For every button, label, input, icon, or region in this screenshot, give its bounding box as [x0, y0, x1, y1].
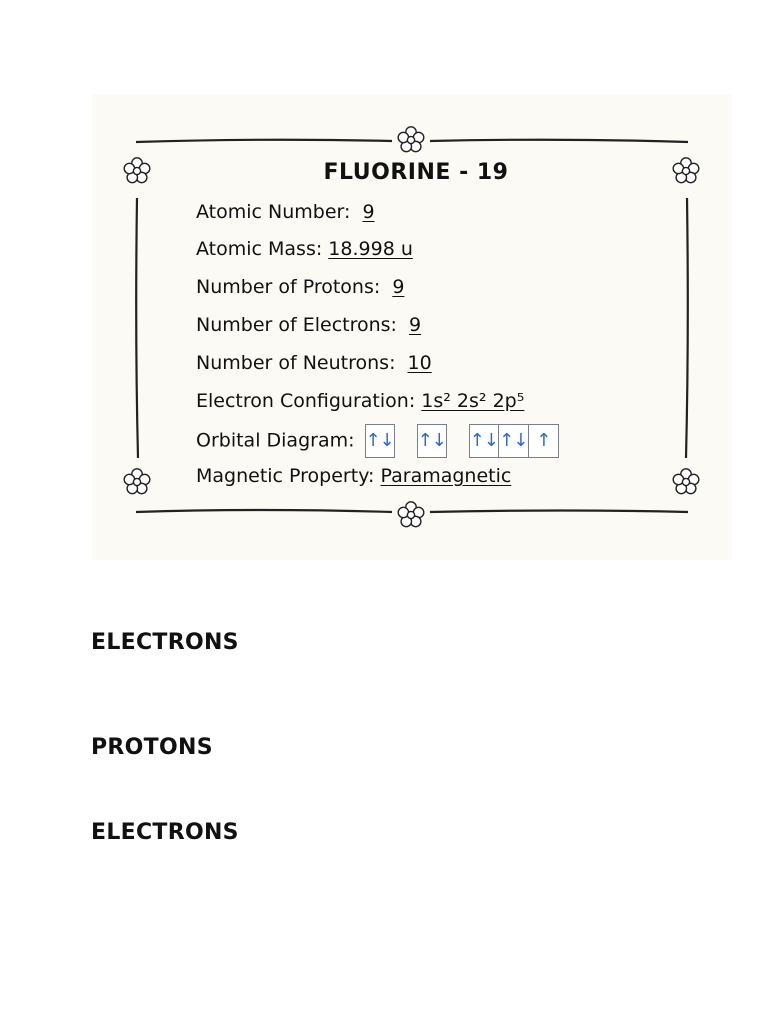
flower-icon	[398, 502, 424, 527]
orbital-box: ↑↓	[417, 424, 447, 458]
orbital-1s	[365, 424, 395, 458]
electrons-value: 9	[409, 314, 422, 336]
configuration-value: 1s² 2s² 2p⁵	[421, 390, 525, 412]
configuration-row	[196, 389, 524, 413]
card-title: FLUORINE - 19	[323, 160, 509, 185]
magnetic-label: Magnetic Property:	[196, 465, 375, 487]
orbital-box: ↑↓	[499, 424, 529, 458]
neutrons-row	[196, 351, 438, 375]
protons-value: 9	[392, 276, 405, 298]
atomic-number-label: Atomic Number:	[196, 201, 351, 223]
electrons-row	[196, 313, 427, 337]
magnetic-row	[196, 464, 511, 488]
atomic-number-value: 9	[362, 201, 375, 223]
heading-electrons: ELECTRONS	[91, 630, 239, 655]
orbital-box: ↑	[529, 424, 559, 458]
flower-icon	[124, 469, 150, 494]
orbital-2s	[417, 424, 447, 458]
magnetic-value: Paramagnetic	[380, 465, 512, 487]
protons-label: Number of Protons:	[196, 276, 381, 298]
protons-row	[196, 275, 410, 299]
atomic-mass-label: Atomic Mass:	[196, 238, 323, 260]
flower-icon	[398, 127, 424, 152]
orbital-row	[196, 424, 559, 458]
heading-protons: PROTONS	[91, 735, 213, 760]
element-card	[92, 94, 732, 560]
atomic-mass-value: 18.998 u	[328, 238, 413, 260]
electrons-label: Number of Electrons:	[196, 314, 397, 336]
orbital-box: ↑↓	[469, 424, 499, 458]
orbital-box: ↑↓	[365, 424, 395, 458]
flower-icon	[673, 469, 699, 494]
heading-electrons-2: ELECTRONS	[91, 820, 239, 845]
configuration-label: Electron Configuration:	[196, 390, 416, 412]
orbital-label: Orbital Diagram:	[196, 429, 355, 452]
neutrons-value: 10	[407, 352, 432, 374]
neutrons-label: Number of Neutrons:	[196, 352, 396, 374]
orbital-2p	[469, 424, 559, 458]
atomic-mass-row	[196, 237, 413, 261]
atomic-number-row	[196, 200, 381, 224]
